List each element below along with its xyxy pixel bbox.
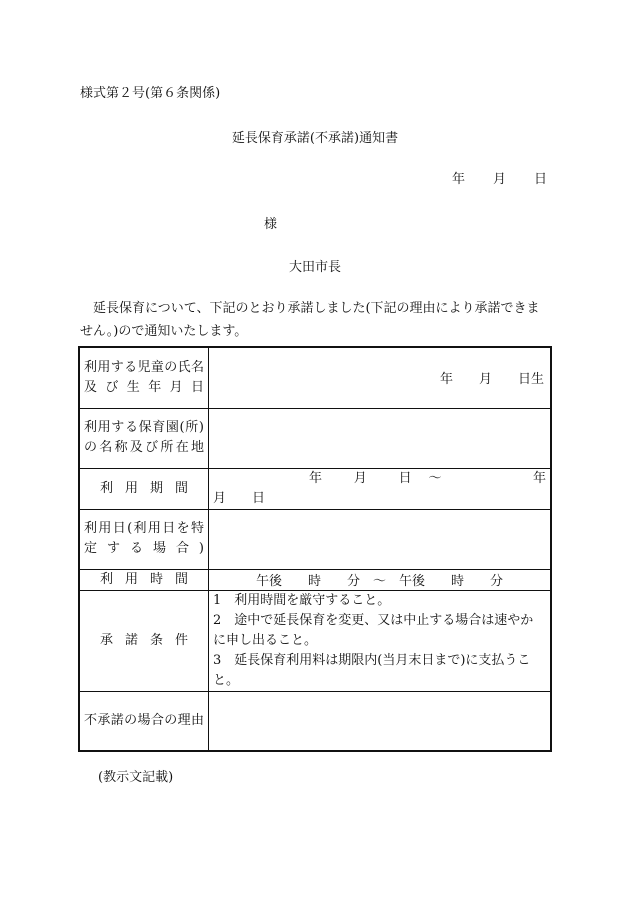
conditions-list bbox=[209, 590, 552, 691]
time-label: 利用時間 bbox=[79, 569, 209, 590]
rejection-value bbox=[209, 691, 552, 751]
table-row bbox=[79, 509, 551, 569]
time-value: 午後 時 分 〜 午後 時 分 bbox=[209, 569, 552, 590]
table-row bbox=[79, 691, 551, 751]
child-value bbox=[209, 347, 552, 408]
condition-item: 1 利用時間を厳守すること。 bbox=[213, 592, 391, 608]
table-row bbox=[79, 408, 551, 468]
day-label: 利用日(利用日を特定する場合) bbox=[79, 509, 209, 569]
condition-item: 2 途中で延長保育を変更、又は中止する場合は速やかに申し出ること。 bbox=[213, 612, 534, 648]
date-month: 月 bbox=[493, 172, 507, 187]
period-value bbox=[209, 468, 573, 509]
table-row bbox=[79, 590, 551, 691]
addressee-honorific: 様 bbox=[264, 217, 278, 232]
document-title: 延長保育承諾(不承諾)通知書 bbox=[231, 131, 399, 146]
child-birthdate: 年 月 日生 bbox=[439, 372, 544, 388]
rejection-label: 不承諾の場合の理由 bbox=[79, 691, 209, 751]
conditions-label: 承諾条件 bbox=[79, 590, 209, 691]
condition-item: 3 延長保育利用料は期限内(当月末日まで)に支払うこと。 bbox=[213, 652, 531, 688]
facility-label: 利用する保育園(所)の名称及び所在地 bbox=[79, 408, 209, 468]
date-day: 日 bbox=[534, 172, 548, 187]
notice-text: 延長保育について、下記のとおり承諾しました(下記の理由により承諾できません。)ので通知いたします。 bbox=[80, 301, 540, 339]
period-text: 年 月 日 〜 年 月 日 bbox=[213, 470, 573, 506]
table-row bbox=[79, 347, 551, 408]
issue-date bbox=[452, 168, 547, 187]
sender-name: 大田市長 bbox=[288, 260, 341, 275]
table-row bbox=[79, 468, 551, 509]
table-row bbox=[79, 569, 551, 590]
child-label: 利用する児童の氏名及び生年月日 bbox=[79, 347, 209, 408]
date-year: 年 bbox=[452, 172, 466, 187]
footer-note: (教示文記載) bbox=[98, 770, 174, 785]
form-number: 様式第２号(第６条関係) bbox=[80, 86, 221, 101]
period-label: 利用期間 bbox=[79, 468, 209, 509]
approval-form-table bbox=[78, 346, 573, 752]
facility-value bbox=[209, 408, 552, 468]
day-value bbox=[209, 509, 552, 569]
